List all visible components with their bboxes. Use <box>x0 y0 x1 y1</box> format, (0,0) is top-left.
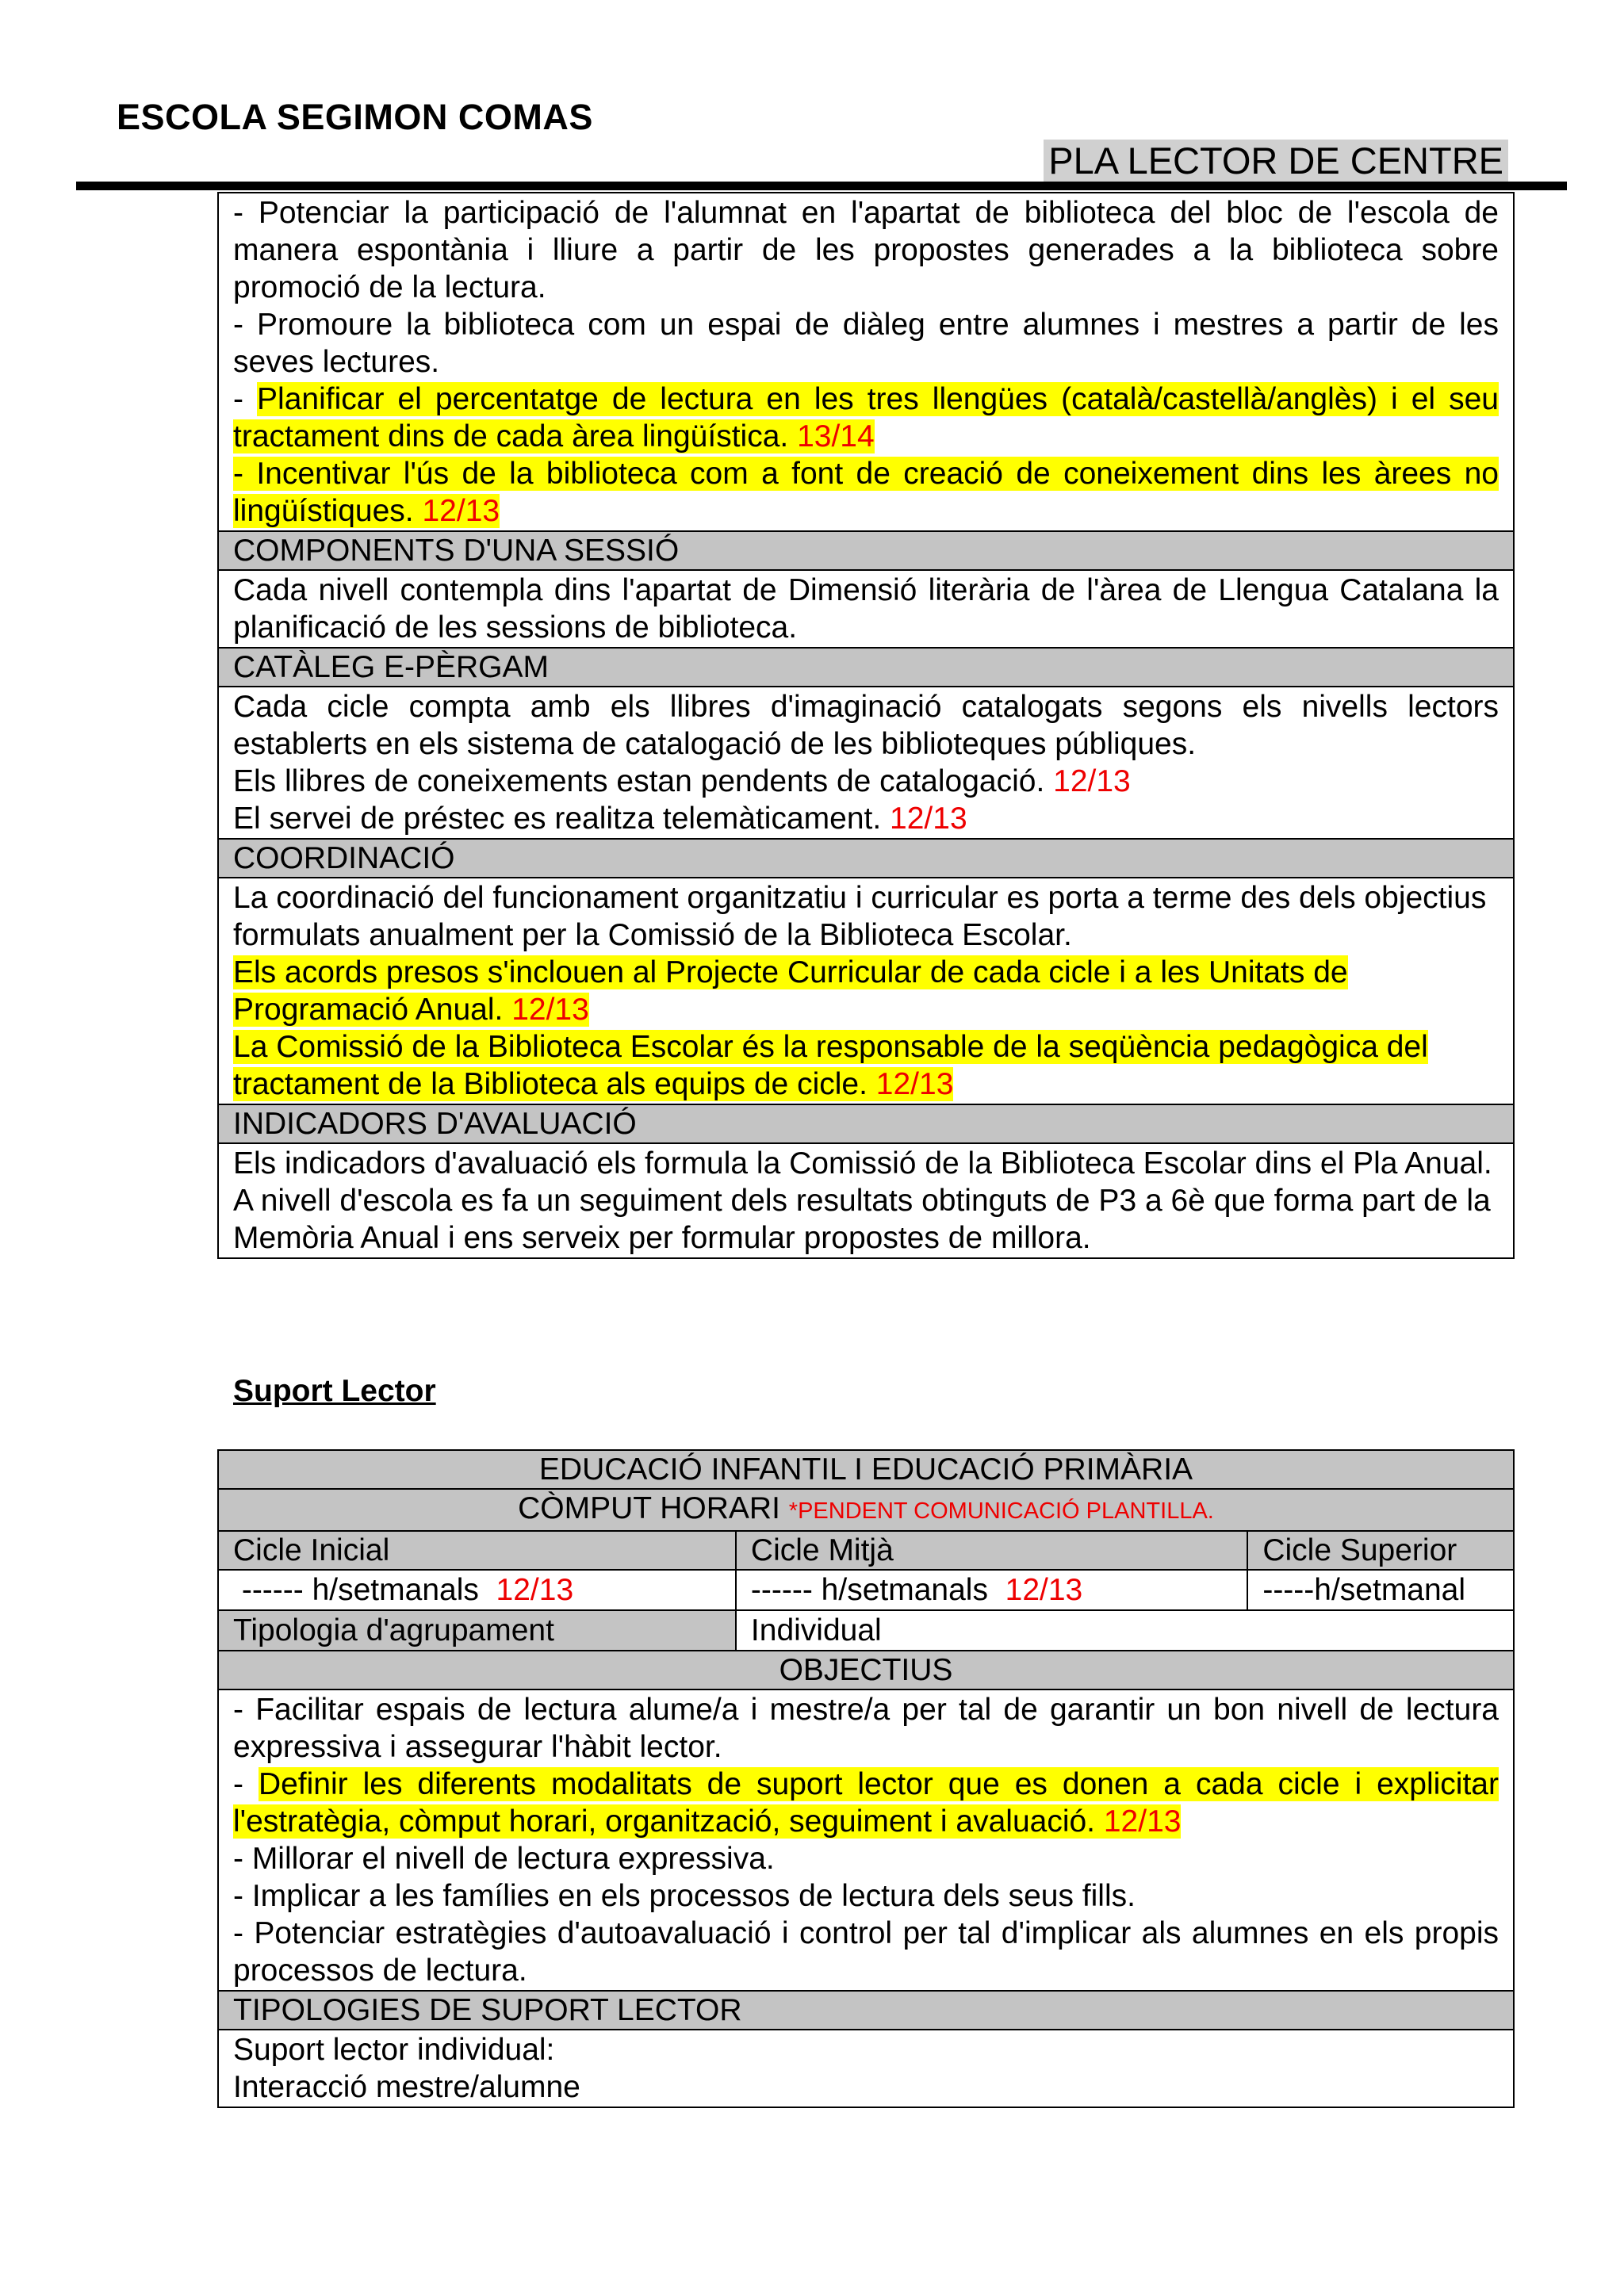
education-title: EDUCACIÓ INFANTIL I EDUCACIÓ PRIMÀRIA <box>218 1450 1514 1489</box>
coordination-p1: La coordinació del funcionament organitzatiu i curricular es porta a terme des dels objectius formulats anualment per la Comissió de la Biblioteca Escolar. <box>233 881 1487 952</box>
catalog-p1: Cada cicle compta amb els llibres d'imaginació catalogats segons els nivells lectors establerts en els sistema de catalogació de les biblioteques públiques. <box>233 690 1499 761</box>
header-rule <box>76 182 1567 190</box>
coordination-p3 <box>233 1028 1499 1103</box>
support-objective-1: - Facilitar espais de lectura alume/a i mestre/a per tal de garantir un bon nivell de lectura expressiva i assegurar l'hàbit lector. <box>233 1693 1499 1764</box>
types-cell <box>218 2030 1514 2107</box>
objective-3-text: Planificar el percentatge de lectura en les tres llengües (català/castellà/anglès) i el seu tractament dins de cada àrea lingüística. <box>233 382 1499 453</box>
catalog-header: CATÀLEG E-PÈRGAM <box>218 648 1514 687</box>
objective-3-prefix: - <box>233 382 258 416</box>
hours-middle-date: 12/13 <box>1005 1573 1083 1607</box>
computation-header <box>218 1489 1514 1531</box>
indicators-header: INDICADORS D'AVALUACIÓ <box>218 1104 1514 1143</box>
support-objective-3: - Millorar el nivell de lectura expressiva. <box>233 1842 775 1876</box>
section-title: Suport Lector <box>233 1374 436 1408</box>
support-objectives-cell <box>218 1689 1514 1991</box>
objective-3 <box>233 381 1499 455</box>
types-p2: Interacció mestre/alumne <box>233 2070 580 2104</box>
grouping-value: Individual <box>736 1610 1514 1651</box>
coordination-p2 <box>233 954 1499 1028</box>
coordination-p2-text: Els acords presos s'inclouen al Projecte Curricular de cada cicle i a les Unitats de Programació Anual. <box>233 955 1348 1027</box>
coordination-p3-text: La Comissió de la Biblioteca Escolar és la responsable de la seqüència pedagògica del tractament de la Biblioteca als equips de cicle. <box>233 1030 1428 1101</box>
catalog-p3-text: El servei de préstec es realitza telemàticament. <box>233 802 882 836</box>
cycle-upper: Cicle Superior <box>1247 1531 1514 1570</box>
indicators-cell <box>218 1143 1514 1258</box>
reading-support-table <box>217 1449 1515 2108</box>
hours-middle <box>736 1570 1247 1610</box>
types-p1: Suport lector individual: <box>233 2033 555 2067</box>
catalog-p2-date: 12/13 <box>1044 764 1131 798</box>
objectives-cell <box>218 193 1514 531</box>
objective-3-date: 13/14 <box>788 419 875 453</box>
school-name: ESCOLA SEGIMON COMAS <box>117 97 593 137</box>
cycle-initial: Cicle Inicial <box>218 1531 736 1570</box>
grouping-label: Tipologia d'agrupament <box>218 1610 736 1651</box>
catalog-p3-date: 12/13 <box>881 802 967 836</box>
objective-2: - Promoure la biblioteca com un espai de diàleg entre alumnes i mestres a partir de les seves lectures. <box>233 308 1499 379</box>
hours-upper <box>1247 1570 1514 1610</box>
components-header: COMPONENTS D'UNA SESSIÓ <box>218 531 1514 570</box>
support-objective-4: - Implicar a les famílies en els processos de lectura dels seus fills. <box>233 1879 1136 1913</box>
objective-4-date: 12/13 <box>413 494 500 528</box>
types-header: TIPOLOGIES DE SUPORT LECTOR <box>218 1991 1514 2030</box>
coordination-p2-date: 12/13 <box>503 993 589 1027</box>
indicators-p2: A nivell d'escola es fa un seguiment dels resultats obtinguts de P3 a 6è que forma part de la Memòria Anual i ens serveix per formular propostes de millora. <box>233 1184 1491 1255</box>
support-objective-5: - Potenciar estratègies d'autoavaluació i control per tal d'implicar als alumnes en els propis processos de lectura. <box>233 1916 1499 1988</box>
cycle-middle: Cicle Mitjà <box>736 1531 1247 1570</box>
catalog-p2-text: Els llibres de coneixements estan pendents de catalogació. <box>233 764 1045 798</box>
catalog-p2 <box>233 763 1499 800</box>
indicators-p1: Els indicadors d'avaluació els formula la Comissió de la Biblioteca Escolar dins el Pla Anual. <box>233 1146 1492 1181</box>
objective-1: - Potenciar la participació de l'alumnat en l'apartat de biblioteca del bloc de l'escola de manera espontània i lliure a partir de les propostes generades a la biblioteca sobre promoció de la lectura. <box>233 196 1499 304</box>
components-text: Cada nivell contempla dins l'apartat de Dimensió literària de l'àrea de Llengua Catalana la planificació de les sessions de biblioteca. <box>218 570 1514 648</box>
hours-middle-text: ------ h/setmanals <box>750 1573 1005 1607</box>
support-objective-2 <box>233 1766 1499 1840</box>
coordination-cell <box>218 878 1514 1104</box>
support-objective-2-date: 12/13 <box>1095 1804 1182 1839</box>
computation-label: CÒMPUT HORARI <box>518 1491 789 1525</box>
coordination-p3-date: 12/13 <box>867 1067 954 1101</box>
hours-initial-text: ------ h/setmanals <box>233 1573 496 1607</box>
hours-upper-text: -----h/setmanal <box>1262 1573 1466 1607</box>
library-plan-table <box>217 192 1515 1259</box>
objective-4-text: - Incentivar l'ús de la biblioteca com a font de creació de coneixement dins les àrees no lingüístiques. <box>233 457 1499 528</box>
objectives-header: OBJECTIUS <box>218 1651 1514 1689</box>
computation-note: *PENDENT COMUNICACIÓ PLANTILLA. <box>788 1498 1214 1524</box>
support-objective-2-prefix: - <box>233 1767 259 1801</box>
coordination-header: COORDINACIÓ <box>218 839 1514 878</box>
catalog-p3 <box>233 800 1499 837</box>
hours-initial-date: 12/13 <box>496 1573 574 1607</box>
document-title: PLA LECTOR DE CENTRE <box>1044 140 1508 182</box>
objective-4 <box>233 455 1499 530</box>
hours-initial <box>218 1570 736 1610</box>
support-objective-2-text: Definir les diferents modalitats de suport lector que es donen a cada cicle i explicitar l'estratègia, còmput horari, organització, seguiment i avaluació. <box>233 1767 1499 1839</box>
catalog-cell <box>218 687 1514 839</box>
